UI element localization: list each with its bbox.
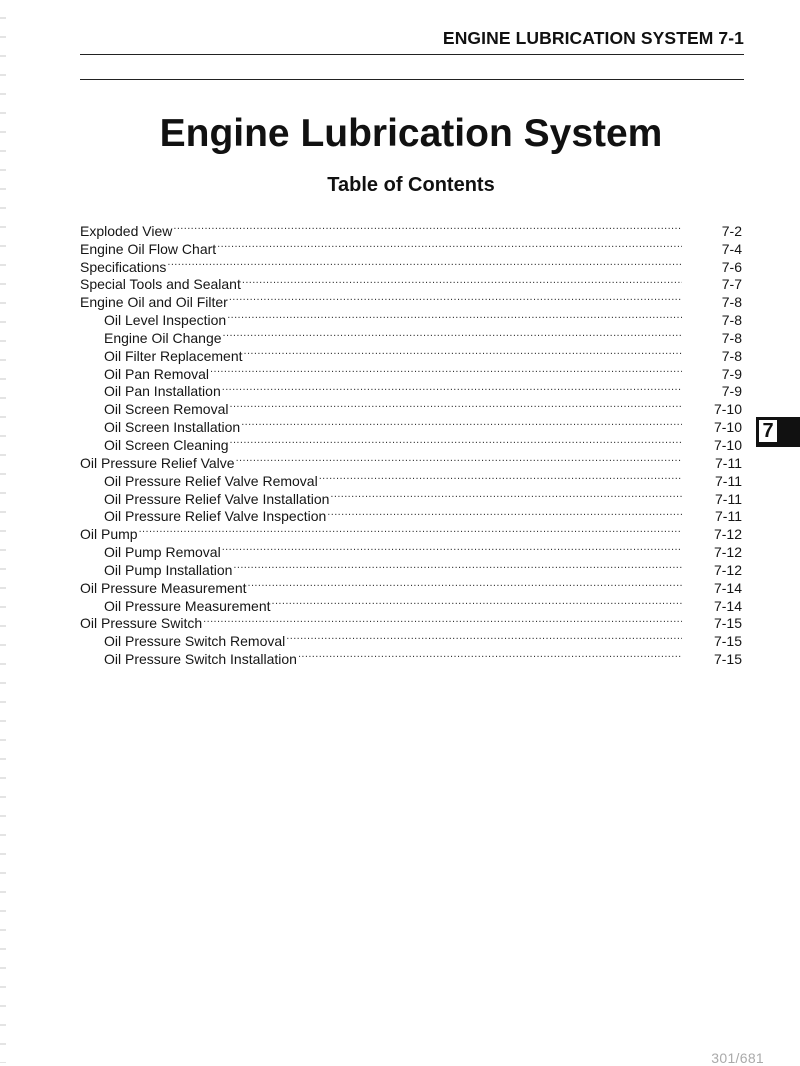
running-header <box>80 26 744 55</box>
toc-leader-dots <box>242 272 682 290</box>
toc-entry-label: Engine Oil Change <box>104 329 222 346</box>
toc-leader-dots <box>327 504 682 522</box>
toc-entry-page: 7-2 <box>721 222 742 239</box>
table-of-contents <box>80 218 742 668</box>
toc-leader-dots <box>230 396 683 414</box>
toc-entry-page: 7-11 <box>715 472 742 489</box>
toc-entry-label: Oil Pressure Switch <box>80 615 203 632</box>
running-header-title: ENGINE LUBRICATION SYSTEM 7-1 <box>442 28 744 48</box>
chapter-title: Engine Lubrication System <box>159 112 663 155</box>
toc-leader-dots <box>217 236 682 254</box>
toc-entry-label: Engine Oil Flow Chart <box>80 240 217 257</box>
toc-entry-label: Oil Pump Installation <box>104 561 233 578</box>
toc-entry-page: 7-9 <box>721 365 742 382</box>
toc-entry-label: Oil Pan Removal <box>104 365 210 382</box>
toc-entry-page: 7-10 <box>713 401 742 418</box>
binding-edge <box>0 0 6 1063</box>
toc-entry-label: Engine Oil and Oil Filter <box>80 294 228 311</box>
toc-entry-page: 7-15 <box>713 633 742 650</box>
toc-entry-label: Oil Screen Removal <box>104 401 229 418</box>
page-counter: 301/681 <box>711 1050 764 1066</box>
toc-leader-dots <box>167 254 682 272</box>
toc-entry-label: Special Tools and Sealant <box>80 276 241 293</box>
toc-leader-dots <box>222 539 682 557</box>
toc-leader-dots <box>248 575 682 593</box>
toc-entry[interactable] <box>80 272 742 293</box>
toc-entry-page: 7-8 <box>721 347 742 364</box>
toc-heading: Table of Contents <box>327 174 495 196</box>
section-tab <box>756 417 800 447</box>
toc-leader-dots <box>223 325 682 343</box>
header-rule <box>80 79 744 80</box>
toc-entry-page: 7-9 <box>721 383 742 400</box>
toc-entry-page: 7-4 <box>721 240 742 257</box>
toc-entry-label: Oil Pressure Relief Valve Removal <box>104 472 318 489</box>
toc-entry[interactable] <box>80 539 742 561</box>
toc-entry-page: 7-15 <box>713 651 742 668</box>
toc-leader-dots <box>286 628 682 646</box>
toc-leader-dots <box>227 307 682 325</box>
toc-entry-label: Oil Pressure Switch Installation <box>104 651 297 668</box>
toc-entry-page: 7-14 <box>713 579 742 596</box>
toc-entry-label: Oil Level Inspection <box>104 312 227 329</box>
toc-entry-label: Exploded View <box>80 222 173 239</box>
section-tab-number: 7 <box>758 419 778 443</box>
toc-entry-page: 7-6 <box>721 258 742 275</box>
toc-entry-label: Oil Pump Removal <box>104 544 221 561</box>
toc-entry-page: 7-12 <box>713 544 742 561</box>
toc-leader-dots <box>272 593 682 611</box>
toc-leader-dots <box>319 468 682 486</box>
toc-entry-page: 7-11 <box>715 454 742 471</box>
toc-entry-page: 7-11 <box>715 490 742 507</box>
toc-entry-page: 7-11 <box>715 508 742 525</box>
toc-entry-page: 7-8 <box>721 294 742 311</box>
toc-entry-label: Oil Pressure Switch Removal <box>104 633 286 650</box>
toc-entry[interactable] <box>80 254 742 275</box>
toc-entry-page: 7-7 <box>721 276 742 293</box>
toc-entry-label: Oil Pan Installation <box>104 383 221 400</box>
toc-leader-dots <box>241 414 682 432</box>
toc-entry-label: Oil Screen Cleaning <box>104 436 229 453</box>
toc-leader-dots <box>244 343 683 361</box>
toc-leader-dots <box>173 218 682 236</box>
toc-entry-label: Oil Filter Replacement <box>104 347 243 364</box>
toc-entry-label: Oil Pump <box>80 526 138 543</box>
toc-entry-page: 7-12 <box>713 561 742 578</box>
toc-entry[interactable] <box>80 236 742 257</box>
toc-entry-label: Specifications <box>80 258 167 275</box>
toc-entry-page: 7-15 <box>713 615 742 632</box>
toc-leader-dots <box>233 557 682 575</box>
toc-entry-page: 7-12 <box>713 526 742 543</box>
toc-entry-label: Oil Pressure Relief Valve Inspection <box>104 508 327 525</box>
toc-leader-dots <box>230 432 682 450</box>
toc-entry-label: Oil Pressure Relief Valve <box>80 454 235 471</box>
toc-leader-dots <box>330 486 682 504</box>
toc-entry-page: 7-14 <box>713 597 742 614</box>
toc-leader-dots <box>298 646 682 664</box>
toc-entry-page: 7-10 <box>713 419 742 436</box>
toc-leader-dots <box>236 450 682 468</box>
toc-entry-page: 7-8 <box>721 312 742 329</box>
toc-entry-label: Oil Pressure Relief Valve Installation <box>104 490 330 507</box>
toc-entry-label: Oil Pressure Measurement <box>104 597 271 614</box>
toc-leader-dots <box>222 379 682 397</box>
toc-leader-dots <box>203 611 682 629</box>
toc-entry[interactable] <box>80 218 742 239</box>
toc-entry-page: 7-10 <box>713 436 742 453</box>
toc-leader-dots <box>229 289 682 307</box>
toc-entry[interactable] <box>80 521 742 543</box>
toc-leader-dots <box>210 361 682 379</box>
toc-leader-dots <box>139 521 682 539</box>
toc-entry-label: Oil Pressure Measurement <box>80 579 247 596</box>
toc-entry-page: 7-8 <box>721 329 742 346</box>
toc-entry-label: Oil Screen Installation <box>104 419 241 436</box>
